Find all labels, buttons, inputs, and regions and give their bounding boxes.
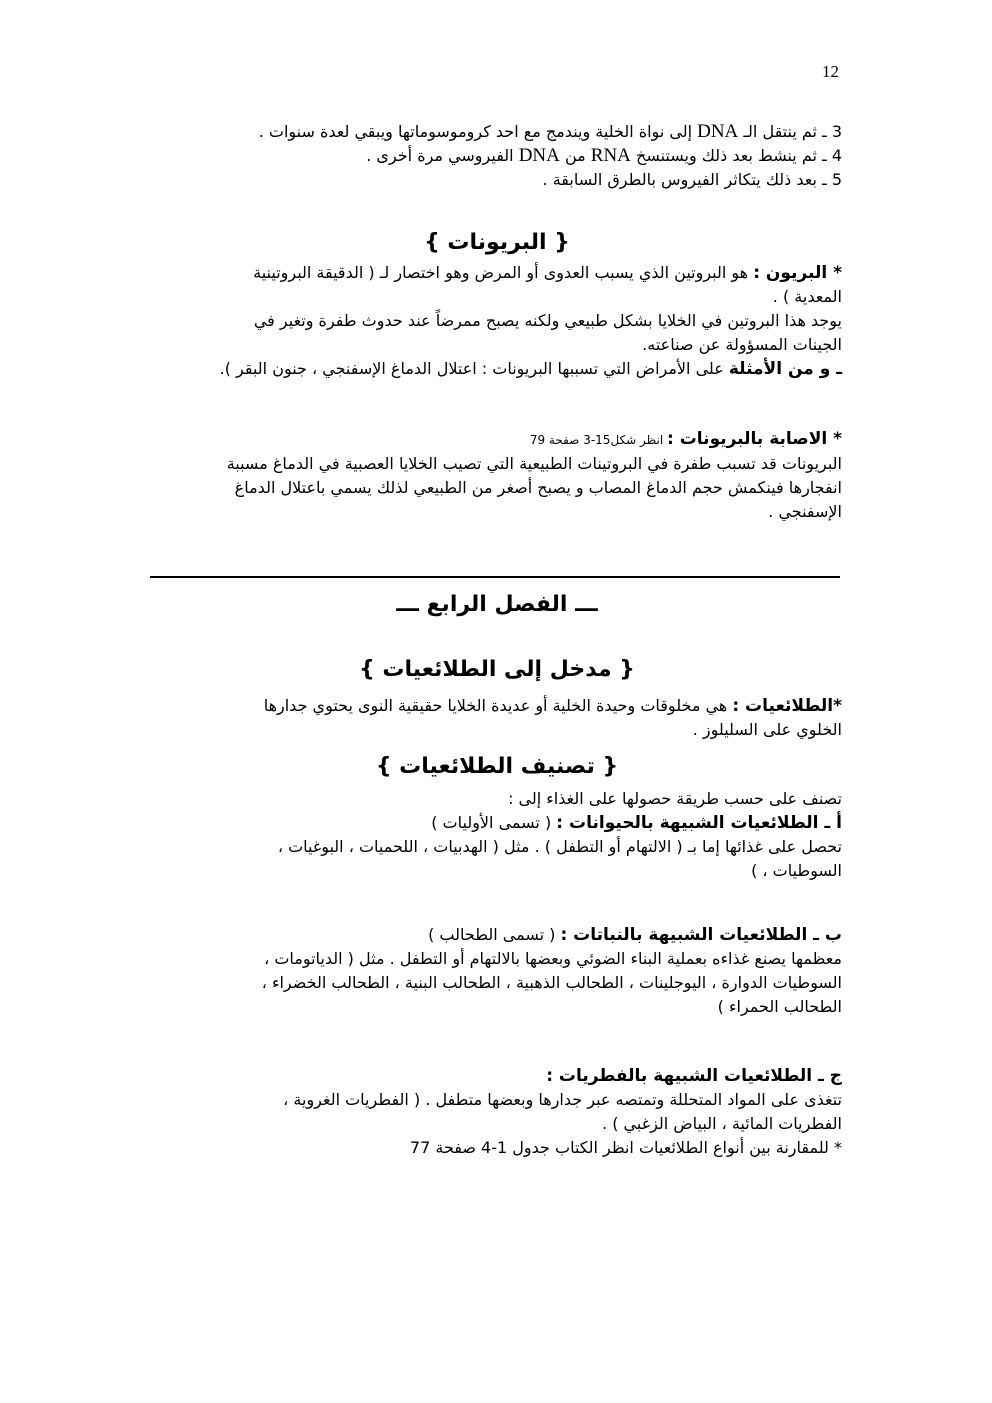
step-3: 3 ـ ثم ينتقل الـ DNA إلى نواة الخلية ويندمج مع احد كروموسوماتها ويبقي لعدة سنوات . bbox=[258, 121, 842, 142]
virus-steps bbox=[152, 120, 842, 192]
infection-label: * الاصابة بالبريونات : bbox=[667, 429, 842, 449]
animal-like-label: أ ـ الطلائعيات الشبيهة بالحيوانات : bbox=[556, 813, 842, 833]
step-5: 5 ـ بعد ذلك يتكاثر الفيروس بالطرق السابقة . bbox=[542, 170, 842, 189]
protists-definition: *الطلائعيات : هي مخلوقات وحيدة الخلية أو عديدة الخلايا حقيقية النوى يحتوي جدارها الخلوي على السليلوز . bbox=[263, 696, 842, 739]
classification-c: ج ـ الطلائعيات الشبيهة بالفطريات : تتغذى على المواد المتحللة وتمتصه عبر جدارها وبعضها متطفل . ( الفطريات الغروية ، الفطريات المائية ، البياض الزغبي ) . * للمقارنة بين أنواع الطلائعيات انظر الكتاب جدول 1-4 صفحة 77 bbox=[152, 1064, 842, 1160]
prion-term: * البريون : bbox=[753, 263, 842, 283]
classification-b: ب ـ الطلائعيات الشبيهة بالنباتات : ( تسمى الطحالب ) معظمها يصنع غذاءه بعملية البناء الضوئي وبعضها بالالتهام أو التطفل . مثل ( الدياتومات ، السوطيات الدوارة ، اليوجلينات ، الطحالب الذهبية ، الطحالب البنية ، الطحالب الخضراء ، الطحالب الحمراء ) bbox=[261, 925, 842, 1016]
classification-heading: { تصنيف الطلائعيات } bbox=[375, 754, 619, 779]
chapter-title: ـــ الفصل الرابع ـــ bbox=[396, 592, 598, 617]
page-number: 12 bbox=[822, 62, 839, 81]
protists-intro-heading: { مدخل إلى الطلائعيات } bbox=[359, 657, 635, 682]
section-divider bbox=[150, 576, 840, 578]
infection-ref: انظر شكل15-3 صفحة 79 bbox=[529, 433, 667, 447]
fungus-like-label: ج ـ الطلائعيات الشبيهة بالفطريات : bbox=[546, 1066, 842, 1086]
protists-term: *الطلائعيات : bbox=[732, 696, 842, 716]
step-4: 4 ـ ثم ينشط بعد ذلك ويستنسخ RNA من DNA الفيروسي مرة أخرى . bbox=[366, 145, 842, 166]
comparison-note: * للمقارنة بين أنواع الطلائعيات انظر الكتاب جدول 1-4 صفحة 77 bbox=[409, 1138, 842, 1157]
prions-heading: { البريونات } bbox=[424, 230, 570, 255]
prion-infection: * الاصابة بالبريونات : انظر شكل15-3 صفحة 79 البريونات قد تسبب طفرة في البروتينات الطبيعية التي تصيب الخلايا العصبية في الدماغ مسببة انفجارها فينكمش حجم الدماغ المصاب و يصبح أصغر من الطبيعي لذلك يسمي باعتلال الدماغ الإسفنجي . bbox=[226, 429, 842, 521]
examples-label: ـ و من الأمثلة bbox=[728, 359, 842, 379]
prions-definition: * البريون : هو البروتين الذي يسبب العدوى أو المرض وهو اختصار لـ ( الدقيقة البروتينية المعدية ) . يوجد هذا البروتين في الخلايا بشكل طبيعي ولكنه يصبح ممرضاً عند حدوث طفرة وتغير في الجينات المسؤولة عن صناعته. ـ و من الأمثلة على الأمراض التي تسببها البريونات : اعتلال الدماغ الإسفنجي ، جنون البقر ). bbox=[219, 263, 842, 379]
classification-a: تصنف على حسب طريقة حصولها على الغذاء إلى : أ ـ الطلائعيات الشبيهة بالحيوانات : ( تسمى الأوليات ) تحصل على غذائها إما بـ ( الالتهام أو التطفل ) . مثل ( الهدبيات ، اللحميات ، البوغيات ، السوطيات ، ) bbox=[277, 789, 842, 880]
plant-like-label: ب ـ الطلائعيات الشبيهة بالنباتات : bbox=[560, 925, 842, 945]
